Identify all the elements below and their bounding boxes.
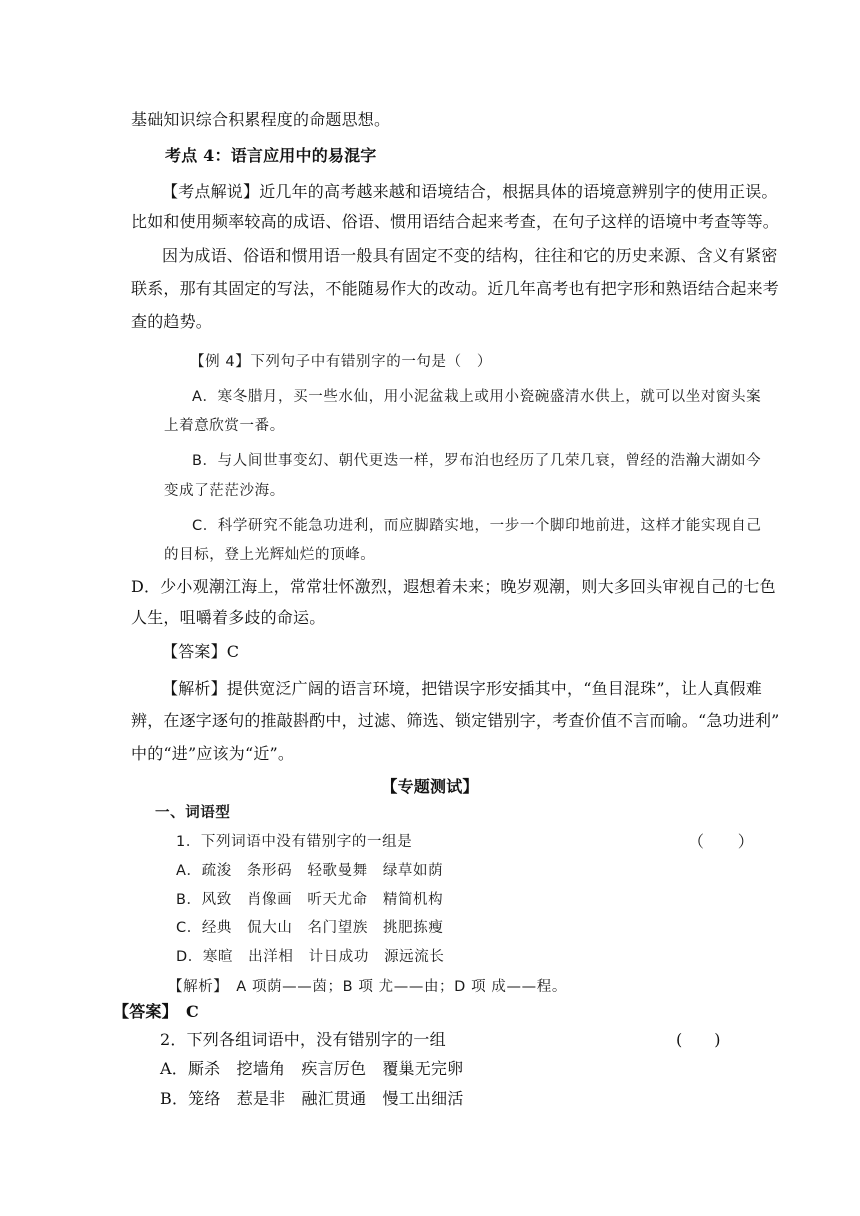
analysis-line: 中的“进”应该为“近”。 bbox=[131, 744, 295, 763]
option-line: B．笼络 惹是非 融汇贯通 慢工出细活 bbox=[160, 1089, 464, 1108]
option-line: C．经典 侃大山 名门望族 挑肥拣瘦 bbox=[176, 920, 444, 936]
option-b-line: 变成了茫茫沙海。 bbox=[164, 483, 285, 499]
paragraph-line: 查的趋势。 bbox=[131, 312, 213, 331]
option-c-line: 的目标，登上光辉灿烂的顶峰。 bbox=[164, 547, 376, 563]
question-1: 1．下列词语中没有错别字的一组是 bbox=[176, 834, 413, 850]
option-a-line: 上着意欣赏一番。 bbox=[164, 418, 285, 434]
option-c-line: C．科学研究不能急功进利，而应脚踏实地，一步一个脚印地前进，这样才能实现自己 bbox=[192, 518, 762, 534]
answer-blank: ( ) bbox=[676, 1030, 721, 1049]
analysis-line: 辨，在逐字逐句的推敲斟酌中，过滤、筛选、锁定错别字，考查价值不言而喻。“急功进利” bbox=[131, 711, 780, 730]
analysis-line: 【解析】 A 项荫——茵；B 项 尤——由；D 项 成——程。 bbox=[168, 979, 567, 995]
option-line: A．厮杀 挖墙角 疾言厉色 覆巢无完卵 bbox=[160, 1059, 464, 1078]
option-a-line: A．寒冬腊月，买一些水仙，用小泥盆栽上或用小瓷碗盛清水供上，就可以坐对窗头案 bbox=[192, 389, 762, 405]
paragraph-line: 联系，那有其固定的写法，不能随易作大的改动。近几年高考也有把字形和熟语结合起来考 bbox=[131, 279, 780, 298]
paragraph-line: 基础知识综合积累程度的命题思想。 bbox=[131, 110, 391, 129]
question-2: 2．下列各组词语中，没有错别字的一组 bbox=[160, 1030, 446, 1049]
paragraph-line: 比如和使用频率较高的成语、俗语、惯用语结合起来考查，在句子这样的语境中考查等等。 bbox=[131, 212, 780, 231]
paragraph-line: 【考点解说】近几年的高考越来越和语境结合，根据具体的语境意辨别字的使用正误。 bbox=[162, 182, 778, 201]
option-b-line: B．与人间世事变幻、朝代更迭一样，罗布泊也经历了几荣几衰，曾经的浩瀚大湖如今 bbox=[192, 453, 762, 469]
example-question: 【例 4】下列句子中有错别字的一句是（ ） bbox=[190, 354, 492, 370]
answer-blank: （ ） bbox=[688, 832, 755, 851]
analysis-line: 【解析】提供宽泛广阔的语言环境，把错误字形安插其中，“鱼目混珠”，让人真假难 bbox=[162, 679, 762, 698]
option-line: B．风致 肖像画 听天尤命 精简机构 bbox=[176, 892, 444, 908]
option-d-line: D．少小观潮江海上，常常壮怀激烈，遐想着未来；晚岁观潮，则大多回头审视自己的七色 bbox=[131, 577, 776, 596]
subsection-heading: 一、词语型 bbox=[155, 805, 231, 821]
paragraph-line: 因为成语、俗语和惯用语一般具有固定不变的结构，往往和它的历史来源、含义有紧密 bbox=[162, 246, 778, 265]
option-line: A．疏浚 条形码 轻歌曼舞 绿草如荫 bbox=[176, 863, 444, 879]
option-d-line: 人生，咀嚼着多歧的命运。 bbox=[131, 608, 326, 627]
option-line: D．寒暄 出洋相 计日成功 源远流长 bbox=[176, 949, 445, 965]
answer-line: 【答案】 C bbox=[113, 1002, 199, 1021]
section-heading: 考点 4：语言应用中的易混字 bbox=[165, 146, 377, 165]
answer-line: 【答案】C bbox=[162, 642, 240, 661]
test-section-title: 【专题测试】 bbox=[381, 777, 479, 796]
